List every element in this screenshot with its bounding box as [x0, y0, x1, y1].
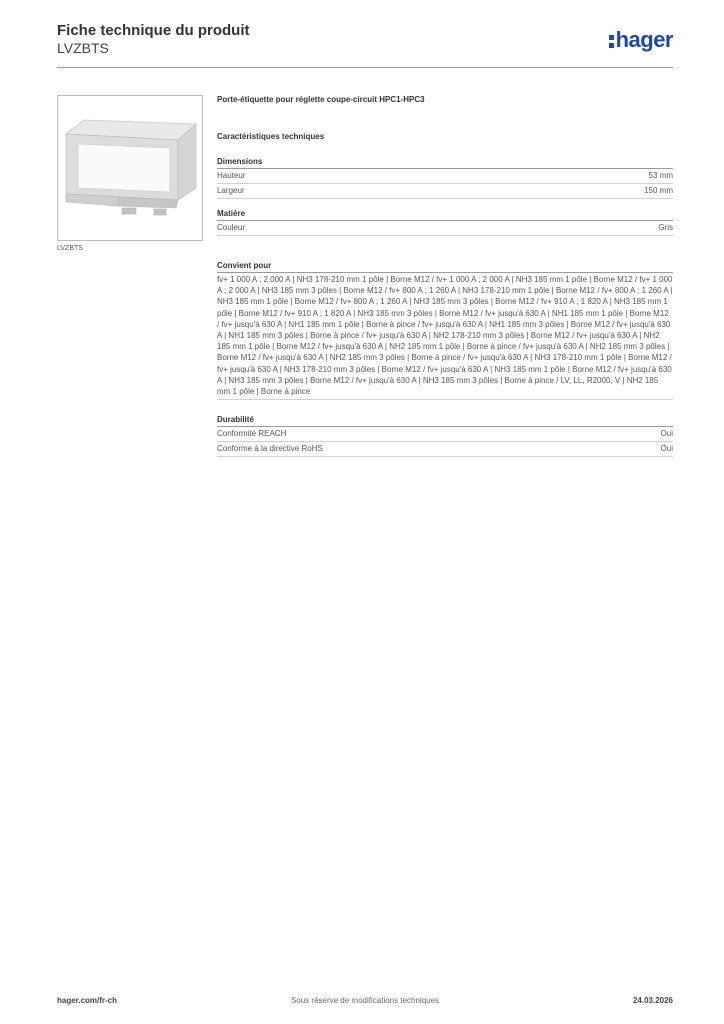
- logo-dots-icon: [609, 34, 614, 48]
- product-details: [217, 94, 673, 457]
- product-image: [57, 95, 203, 241]
- compatible-text: fv+ 1 000 A ; 2 000 A | NH3 178-210 mm 1 pôle | Borne M12 / fv+ 1 000 A ; 2 000 A | NH3 185 mm 1 pôle | Borne M12 / fv+ 1 000 A ; 2 000 A | NH3 185 mm 3 pôles | Borne M12 / fv+ 800 A ; 1 260 A | NH3 178-210 mm 1 pôle | Borne M12 / fv+ 800 A ; 1 260 A | NH3 185 mm 1 pôle | Borne M12 / fv+ 800 A ; 1 260 A | NH3 185 mm 3 pôles | Borne M12 / fv+ 910 A ; 1 820 A | NH3 185 mm 1 pôle | Borne M12 / fv+ 910 A ; 1 820 A | NH3 185 mm 3 pôles | Borne M12 / fv+ jusqu'à 630 A | NH1 185 mm 1 pôle | Borne M12 / fv+ jusqu'à 630 A | NH1 185 mm 1 pôle | Borne à pince / fv+ jusqu'à 630 A | NH1 185 mm 3 pôles | Borne M12 / fv+ jusqu'à 630 A | NH1 185 mm 3 pôles | Borne à pince / fv+ jusqu'à 630 A | NH2 178-210 mm 3 pôles | Borne M12 / fv+ jusqu'à 630 A | NH2 185 mm 1 pôle | Borne M12 / fv+ jusqu'à 630 A | NH2 185 mm 1 pôle | Borne à pince / fv+ jusqu'à 630 A | NH2 185 mm 3 pôles | Borne M12 / fv+ jusqu'à 630 A | NH2 185 mm 3 pôles | Borne à pince / fv+ jusqu'à 630 A | NH3 178-210 mm 1 pôle | Borne M12 / fv+ jusqu'à 630 A | NH3 178-210 mm 3 pôles | Borne M12 / fv+ jusqu'à 630 A | NH3 185 mm 1 pôle | Borne M12 / fv+ jusqu'à 630 A | NH3 185 mm 3 pôles | Borne M12 / fv+ jusqu'à 630 A | NH3 185 mm 3 pôles | Borne à pince / LV, LL, R2000, V | NH2 185 mm 1 pôle | Borne à pince: [217, 273, 673, 400]
- row-label: Hauteur: [217, 171, 246, 180]
- label-holder-illustration: [58, 96, 202, 240]
- page-footer: [57, 996, 673, 1010]
- row-label: Couleur: [217, 223, 246, 232]
- row-label: Conforme à la directive RoHS: [217, 444, 323, 454]
- product-code: LVZBTS: [57, 40, 109, 56]
- compatible-heading: Convient pour: [217, 260, 673, 273]
- row-label: Conformité REACH: [217, 429, 287, 439]
- product-title: Porte-étiquette pour réglette coupe-circuit HPC1-HPC3: [217, 95, 425, 104]
- table-row: [217, 442, 673, 457]
- row-value: Oui: [660, 444, 673, 454]
- section-technical-characteristics: Caractéristiques techniques: [217, 132, 325, 141]
- row-label: Largeur: [217, 186, 245, 195]
- footer-disclaimer: Sous réserve de modifications techniques: [290, 996, 440, 1005]
- section-material: [217, 208, 673, 236]
- dimensions-heading: Dimensions: [217, 156, 673, 169]
- image-caption: LVZBTS: [57, 245, 83, 252]
- table-row: [217, 427, 673, 442]
- row-value: Oui: [660, 429, 673, 439]
- row-value: Gris: [658, 223, 673, 232]
- section-compatible: [217, 260, 673, 400]
- footer-website-link[interactable]: hager.com/fr-ch: [57, 996, 118, 1005]
- material-heading: Matière: [217, 208, 673, 221]
- table-row: [217, 221, 673, 236]
- hager-logo: [609, 28, 673, 52]
- durability-heading: Durabilité: [217, 414, 673, 427]
- row-value: 53 mm: [648, 171, 673, 180]
- section-dimensions: [217, 156, 673, 199]
- logo-text: hager: [615, 27, 673, 52]
- page-header: [57, 22, 673, 68]
- table-row: [217, 184, 673, 199]
- page-title: Fiche technique du produit: [57, 22, 250, 39]
- table-row: [217, 169, 673, 184]
- section-durability: [217, 414, 673, 457]
- row-value: 150 mm: [644, 186, 673, 195]
- footer-date: 24.03.2026: [632, 996, 673, 1005]
